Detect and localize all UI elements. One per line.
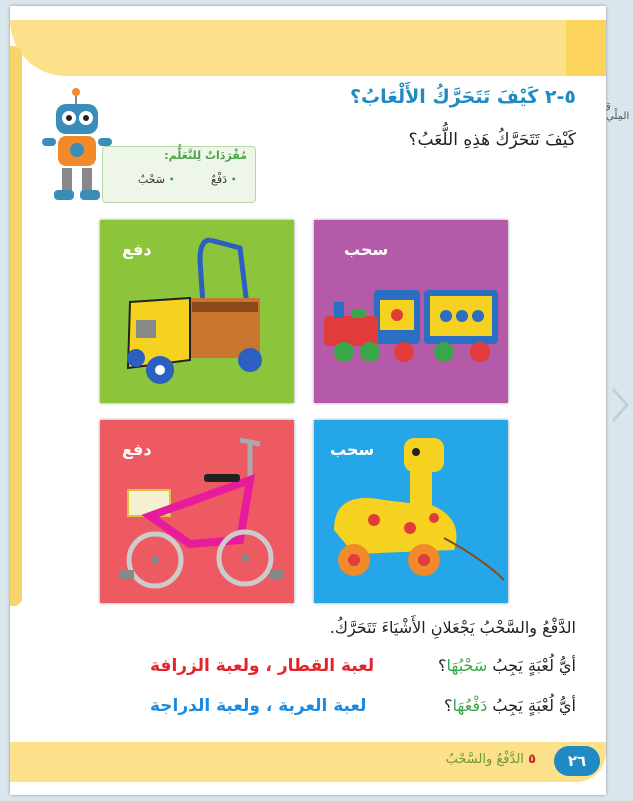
- header-band: [10, 20, 606, 76]
- vocab-word-push: دَفْعٌ •: [210, 173, 237, 186]
- vocab-word-pull: سَحْبٌ •: [137, 173, 175, 186]
- question-push: أيُّ لُعْبَةٍ يَجِبُ دَفْعُهَا؟: [444, 696, 576, 715]
- tile-bicycle: [100, 420, 294, 603]
- question-pull: أيُّ لُعْبَةٍ يَجِبُ سَحْبُهَا؟: [437, 656, 576, 675]
- tile-label-push-bicycle: دفع: [122, 440, 152, 459]
- page-spine: [10, 46, 22, 606]
- tile-label-push-cart: دفع: [122, 240, 152, 259]
- statement-text: الدَّفْعُ والسَّحْبُ يَجْعَلانِ الأَشْيَاءَ تَتَحَرَّكُ.: [329, 618, 576, 637]
- tile-train: [314, 220, 508, 403]
- next-page-edge-text: وَ المِلْي: [606, 100, 630, 122]
- vocabulary-title: مُفْرَدَاتٌ لِلتَّعَلُّم:: [164, 149, 247, 162]
- answer-pull: لعبة القطار ، ولعبة الزرافة: [150, 656, 375, 676]
- answer-push: لعبة العربة ، ولعبة الدراجة: [150, 696, 367, 716]
- page-number: ٢٦: [554, 746, 600, 776]
- tile-giraffe: [314, 420, 508, 603]
- textbook-page: [10, 6, 606, 795]
- section-title-text: كَيْفَ تَتَحَرَّكُ الأَلْعَابُ؟: [350, 86, 539, 108]
- footer-band: [10, 742, 606, 782]
- vocabulary-box: [102, 146, 256, 203]
- tile-label-pull-train: سحب: [344, 240, 389, 259]
- section-title: [350, 86, 576, 108]
- tile-label-pull-giraffe: سحب: [330, 440, 375, 459]
- intro-question: كَيْفَ تَتَحَرَّكُ هَذِهِ اللُّعَبُ؟: [408, 130, 576, 150]
- toy-image-grid: [100, 220, 512, 606]
- tile-walker-cart: [100, 220, 294, 403]
- chapter-label: ٥ الدَّفْعُ والسَّحْبُ: [445, 752, 536, 767]
- section-number: ٥-٢: [544, 86, 576, 108]
- next-page-arrow-icon[interactable]: [609, 385, 631, 425]
